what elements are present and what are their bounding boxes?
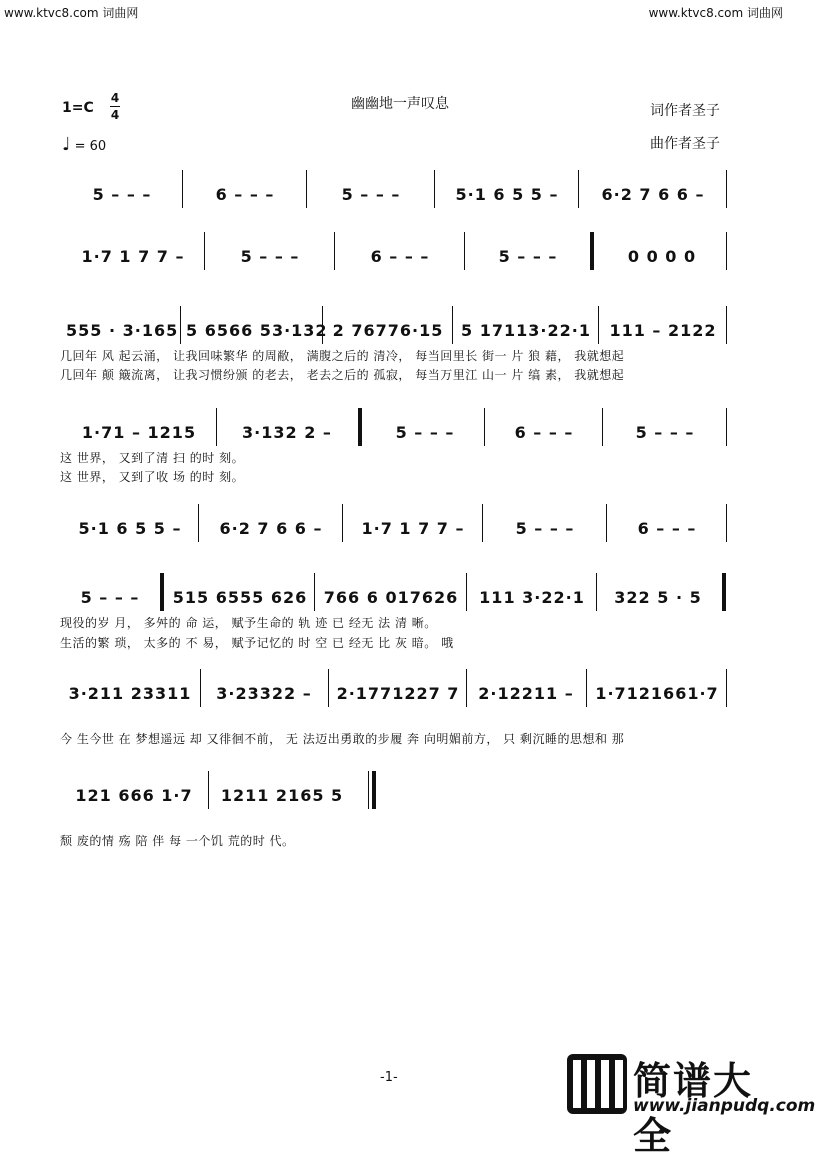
- measure: 121 666 1·7: [75, 785, 193, 805]
- measure: 5 6566 53·132: [186, 320, 328, 340]
- measure: 1211 2165 5: [220, 785, 344, 805]
- time-bottom: 4: [110, 108, 120, 122]
- lyric-line-refrain-2: 这 世界， 又到了收 场 的时 刻。: [60, 470, 245, 484]
- measure: 3·23322 –: [216, 683, 312, 703]
- time-top: 4: [110, 91, 120, 105]
- measure: 6 – – –: [514, 422, 574, 442]
- measure: 5 – – –: [80, 587, 140, 607]
- measure: 111 3·22·1: [479, 587, 585, 607]
- logo-url: www.jianpudq.com: [633, 1096, 815, 1116]
- measure: 5 – – –: [240, 246, 300, 266]
- measure: 1·7 1 7 7 –: [361, 518, 465, 538]
- measure: 3·132 2 –: [242, 422, 332, 442]
- logo-text: 简谱大全: [633, 1059, 754, 1158]
- measure: 0 0 0 0: [627, 246, 697, 266]
- lyric-line-refrain-1: 这 世界， 又到了清 扫 的时 刻。: [60, 451, 245, 465]
- score-system-7: [62, 683, 728, 703]
- score-system-3: [62, 320, 728, 340]
- lyric-line-verse-2: 几回年 颠 簸流离， 让我习惯纷颁 的老去， 老去之后的 孤寂， 每当万里江 山一 片 缟 素， 我就想起: [60, 368, 625, 382]
- site-watermark-right: www.ktvc8.com 词曲网: [648, 6, 783, 20]
- lyric-line-bridge-1: 现役的岁 月， 多舛的 命 运， 赋予生命的 轨 迹 已 经无 法 清 晰。: [60, 616, 437, 630]
- tempo-mark: [62, 134, 106, 155]
- song-title: 幽幽地一声叹息: [351, 96, 449, 112]
- measure: 2 76776·15: [332, 320, 444, 340]
- score-system-1: [62, 184, 728, 204]
- measure: 5 – – –: [395, 422, 455, 442]
- measure: 555 · 3·165: [66, 320, 179, 340]
- lyric-line-verse-1: 几回年 风 起云涌， 让我回味繁华 的周敝， 满腹之后的 清冷， 每当回里长 街一 片 狼 藉， 我就想起: [60, 349, 625, 363]
- measure: 1·7 1 7 7 –: [81, 246, 185, 266]
- measure: 2·1771227 7: [336, 683, 460, 703]
- score-system-2: [62, 246, 728, 266]
- score-system-4: [62, 422, 728, 442]
- lyric-line-chorus-2: 颓 废的情 殇 陪 伴 每 一个饥 荒的时 代。: [60, 834, 295, 848]
- measure: 6·2 7 6 6 –: [601, 184, 705, 204]
- measure: 6 – – –: [370, 246, 430, 266]
- measure: 322 5 · 5: [614, 587, 702, 607]
- key-signature: 1=C: [62, 100, 94, 116]
- measure: 5·1 6 5 5 –: [78, 518, 182, 538]
- measure: 3·211 23311: [68, 683, 192, 703]
- site-watermark-left: www.ktvc8.com 词曲网: [4, 6, 139, 20]
- score-system-8: [62, 785, 728, 805]
- measure: 5 – – –: [341, 184, 401, 204]
- page-number: -1-: [380, 1070, 398, 1085]
- measure: 6·2 7 6 6 –: [219, 518, 323, 538]
- measure: 111 – 2122: [609, 320, 717, 340]
- composer-credit: 曲作者圣子: [650, 136, 720, 152]
- measure: 6 – – –: [215, 184, 275, 204]
- quarter-note-icon: ♩: [62, 134, 71, 155]
- tempo-value: = 60: [74, 139, 107, 154]
- score-system-5: [62, 518, 728, 538]
- measure: 766 6 017626: [323, 587, 459, 607]
- lyric-line-chorus-1: 今 生今世 在 梦想遥远 却 又徘徊不前， 无 法迈出勇敢的步履 奔 向明媚前方， 只 剩沉睡的思想和 那: [60, 732, 625, 746]
- jianpudq-logo: [567, 1050, 815, 1158]
- measure: 6 – – –: [637, 518, 697, 538]
- measure: 515 6555 626: [172, 587, 308, 607]
- measure: 5 – – –: [515, 518, 575, 538]
- score-system-6: [62, 587, 728, 607]
- measure: 5 – – –: [635, 422, 695, 442]
- time-signature: [110, 91, 120, 122]
- measure: 5 – – –: [498, 246, 558, 266]
- measure: 2·12211 –: [478, 683, 574, 703]
- measure: 1·7121661·7: [595, 683, 719, 703]
- piano-keys-icon: [567, 1054, 627, 1114]
- measure: 5 17113·22·1: [461, 320, 591, 340]
- lyricist-credit: 词作者圣子: [650, 103, 720, 119]
- measure: 5 – – –: [92, 184, 152, 204]
- lyric-line-bridge-2: 生活的繁 琐， 太多的 不 易， 赋予记忆的 时 空 已 经无 比 灰 暗。 哦: [60, 636, 454, 650]
- measure: 1·71 – 1215: [81, 422, 197, 442]
- measure: 5·1 6 5 5 –: [455, 184, 559, 204]
